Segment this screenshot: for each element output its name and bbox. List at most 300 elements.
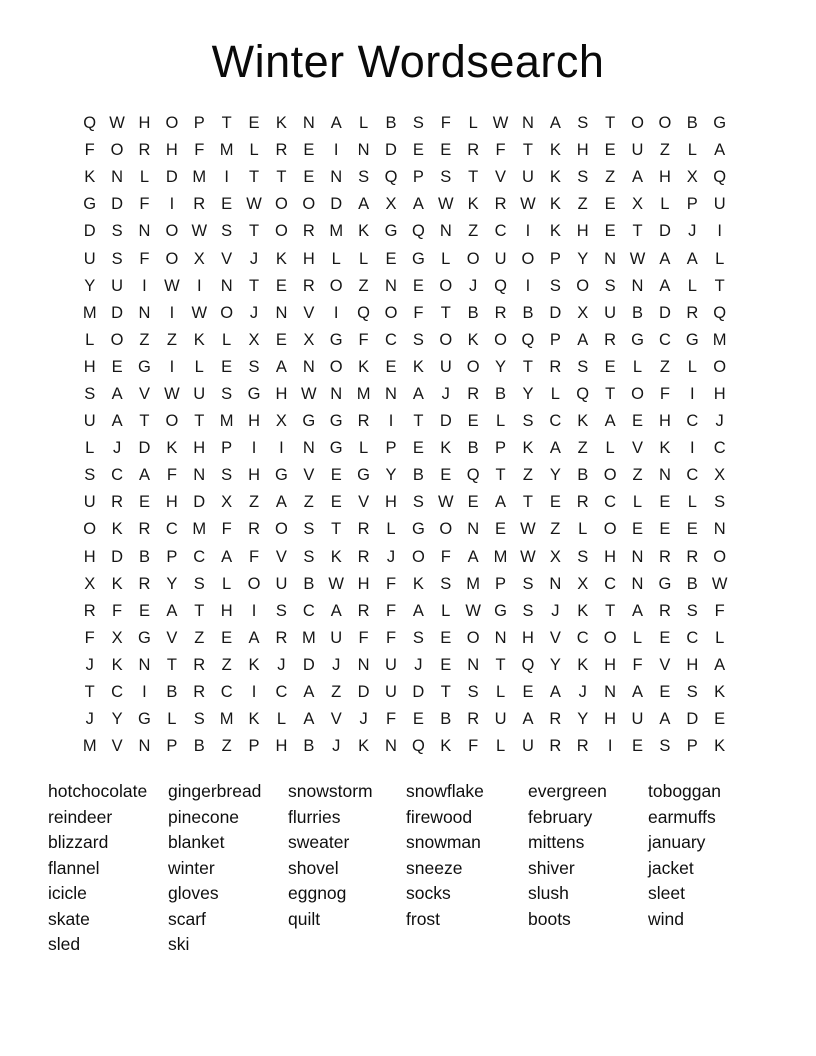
grid-cell: Q: [411, 222, 425, 241]
grid-cell: J: [688, 222, 697, 241]
grid-cell: E: [385, 249, 397, 268]
grid-cell: J: [277, 655, 286, 674]
word-list-item: icicle: [48, 883, 87, 903]
grid-cell: I: [169, 357, 175, 376]
grid-cell: U: [604, 303, 617, 322]
grid-cell: K: [248, 655, 260, 674]
grid-cell: T: [495, 655, 506, 674]
grid-cell: R: [549, 710, 562, 729]
grid-cell: K: [275, 249, 287, 268]
grid-cell: F: [84, 141, 95, 160]
grid-cell: B: [522, 303, 534, 322]
grid-cell: D: [111, 195, 124, 214]
grid-cell: H: [275, 737, 288, 756]
grid-cell: W: [711, 574, 728, 593]
grid-cell: V: [632, 439, 644, 458]
grid-cell: V: [275, 547, 287, 566]
grid-cell: K: [248, 710, 260, 729]
grid-cell: O: [603, 628, 617, 647]
grid-cell: Z: [166, 330, 177, 349]
grid-cell: S: [577, 357, 589, 376]
grid-cell: L: [441, 249, 451, 268]
grid-cell: I: [689, 384, 695, 403]
grid-cell: I: [525, 276, 531, 295]
word-list-item: firewood: [406, 806, 473, 827]
word-list-item: hotchocolate: [48, 781, 148, 801]
grid-cell: S: [522, 601, 534, 620]
grid-cell: L: [167, 710, 177, 729]
grid-cell: S: [303, 520, 315, 539]
grid-cell: G: [631, 330, 644, 349]
grid-cell: B: [303, 737, 315, 756]
grid-cell: O: [329, 276, 343, 295]
grid-cell: D: [686, 710, 699, 729]
grid-cell: U: [385, 683, 397, 702]
grid-cell: X: [632, 195, 644, 214]
word-list-item: boots: [528, 908, 571, 929]
word-list-item: scarf: [168, 908, 206, 929]
grid-cell: N: [302, 114, 315, 133]
grid-cell: Z: [303, 493, 314, 512]
grid-cell: O: [439, 276, 453, 295]
grid-cell: P: [166, 547, 178, 566]
grid-cell: R: [275, 141, 288, 160]
grid-cell: G: [302, 412, 316, 431]
grid-cell: L: [687, 276, 697, 295]
grid-cell: E: [604, 222, 616, 241]
word-list-item: gingerbread: [168, 781, 262, 801]
grid-cell: E: [221, 195, 233, 214]
grid-cell: R: [302, 222, 315, 241]
grid-cell: H: [686, 655, 699, 674]
word-list-item: mittens: [528, 832, 585, 852]
grid-cell: F: [248, 547, 260, 566]
grid-cell: R: [357, 412, 370, 431]
grid-cell: X: [714, 466, 726, 485]
grid-cell: Q: [357, 303, 371, 322]
word-list-item: reindeer: [48, 806, 113, 827]
grid-cell: F: [194, 141, 205, 160]
grid-cell: M: [712, 330, 727, 349]
grid-cell: G: [384, 222, 398, 241]
grid-cell: K: [440, 737, 452, 756]
grid-cell: E: [522, 683, 534, 702]
word-list-column: [528, 779, 648, 958]
grid-cell: N: [467, 655, 480, 674]
grid-cell: V: [303, 303, 315, 322]
grid-cell: S: [303, 547, 315, 566]
grid-cell: A: [549, 683, 561, 702]
grid-cell: E: [412, 710, 424, 729]
grid-cell: N: [439, 222, 452, 241]
grid-cell: O: [439, 520, 453, 539]
grid-cell: X: [275, 412, 287, 431]
grid-cell: Z: [577, 439, 588, 458]
grid-cell: G: [329, 330, 343, 349]
grid-cell: U: [275, 574, 288, 593]
grid-cell: E: [412, 141, 424, 160]
grid-cell: O: [110, 330, 124, 349]
grid-cell: T: [468, 168, 479, 187]
grid-cell: A: [330, 114, 342, 133]
grid-cell: C: [686, 412, 699, 431]
grid-cell: Z: [632, 466, 643, 485]
grid-cell: Z: [221, 737, 232, 756]
grid-cell: I: [196, 276, 202, 295]
grid-cell: B: [385, 114, 397, 133]
grid-cell: H: [576, 141, 589, 160]
grid-cell: R: [275, 628, 288, 647]
grid-cell: O: [247, 574, 261, 593]
grid-cell: Y: [577, 249, 589, 268]
grid-cell: N: [138, 303, 151, 322]
grid-cell: Y: [166, 574, 178, 593]
grid-cell: A: [714, 141, 726, 160]
grid-cell: F: [221, 520, 232, 539]
grid-cell: K: [577, 601, 589, 620]
grid-cell: K: [714, 683, 726, 702]
grid-cell: Z: [659, 357, 670, 376]
grid-cell: B: [440, 710, 452, 729]
grid-cell: I: [717, 222, 722, 241]
grid-cell: N: [138, 222, 151, 241]
grid-cell: N: [631, 276, 644, 295]
grid-cell: Q: [521, 655, 535, 674]
grid-cell: M: [192, 520, 207, 539]
grid-cell: K: [467, 195, 479, 214]
grid-cell: R: [193, 655, 206, 674]
grid-cell: N: [631, 547, 644, 566]
grid-cell: J: [359, 710, 368, 729]
grid-cell: G: [138, 710, 151, 729]
grid-cell: U: [83, 412, 96, 431]
grid-cell: C: [686, 466, 699, 485]
grid-cell: L: [550, 384, 560, 403]
grid-cell: X: [549, 547, 561, 566]
grid-cell: A: [166, 601, 178, 620]
grid-cell: S: [193, 574, 205, 593]
grid-cell: Y: [549, 466, 561, 485]
grid-cell: B: [166, 683, 178, 702]
grid-cell: E: [248, 114, 260, 133]
grid-cell: I: [142, 683, 147, 702]
grid-cell: U: [385, 655, 397, 674]
word-list-item: skate: [48, 908, 90, 929]
grid-cell: S: [440, 168, 452, 187]
grid-cell: Q: [713, 168, 727, 187]
grid-cell: G: [357, 466, 371, 485]
grid-cell: T: [413, 412, 424, 431]
grid-cell: D: [549, 303, 562, 322]
word-list-column: [48, 779, 168, 958]
grid-cell: J: [249, 303, 259, 322]
grid-cell: I: [333, 303, 339, 322]
grid-cell: K: [714, 737, 726, 756]
grid-cell: D: [357, 683, 370, 702]
grid-cell: N: [549, 574, 562, 593]
grid-cell: A: [659, 276, 671, 295]
grid-cell: P: [686, 195, 698, 214]
grid-cell: K: [111, 574, 123, 593]
grid-cell: T: [331, 520, 342, 539]
grid-cell: G: [685, 330, 699, 349]
grid-cell: J: [441, 384, 450, 403]
grid-cell: K: [549, 222, 561, 241]
grid-cell: Z: [358, 276, 369, 295]
grid-cell: S: [522, 574, 534, 593]
grid-cell: G: [247, 384, 261, 403]
grid-cell: U: [631, 141, 644, 160]
grid-cell: U: [631, 710, 644, 729]
grid-cell: Z: [522, 466, 533, 485]
grid-cell: G: [658, 574, 672, 593]
grid-cell: W: [191, 222, 208, 241]
grid-cell: E: [221, 357, 233, 376]
grid-cell: V: [549, 628, 561, 647]
grid-cell: E: [440, 628, 452, 647]
grid-cell: K: [467, 330, 479, 349]
word-list-item: eggnog: [288, 883, 347, 903]
grid-cell: H: [385, 493, 397, 512]
grid-cell: C: [220, 683, 233, 702]
grid-cell: R: [302, 276, 315, 295]
grid-cell: O: [329, 357, 343, 376]
grid-cell: F: [385, 710, 397, 729]
grid-cell: C: [165, 520, 178, 539]
grid-cell: L: [660, 195, 670, 214]
grid-cell: R: [494, 303, 507, 322]
grid-cell: O: [411, 547, 425, 566]
grid-cell: O: [165, 412, 179, 431]
grid-cell: P: [495, 439, 507, 458]
grid-cell: D: [138, 439, 151, 458]
grid-cell: N: [604, 683, 617, 702]
grid-cell: K: [440, 439, 452, 458]
grid-cell: D: [302, 655, 315, 674]
grid-cell: V: [221, 249, 233, 268]
grid-cell: P: [549, 330, 561, 349]
grid-cell: R: [576, 493, 589, 512]
grid-cell: A: [275, 493, 287, 512]
grid-cell: T: [714, 276, 725, 295]
grid-cell: K: [166, 439, 178, 458]
grid-cell: L: [222, 330, 232, 349]
grid-cell: F: [84, 628, 95, 647]
grid-cell: T: [632, 222, 643, 241]
grid-cell: N: [631, 574, 644, 593]
grid-cell: P: [385, 439, 397, 458]
grid-cell: D: [111, 547, 124, 566]
grid-cell: L: [194, 357, 204, 376]
grid-cell: Z: [577, 195, 588, 214]
grid-cell: N: [385, 384, 397, 403]
grid-cell: G: [138, 628, 151, 647]
grid-cell: S: [686, 683, 698, 702]
grid-cell: W: [437, 493, 454, 512]
grid-cell: B: [632, 303, 644, 322]
grid-cell: I: [224, 168, 229, 187]
grid-cell: T: [139, 412, 150, 431]
grid-cell: E: [440, 466, 452, 485]
grid-cell: U: [494, 710, 507, 729]
grid-cell: N: [467, 520, 480, 539]
grid-cell: Z: [605, 168, 616, 187]
grid-cell: L: [359, 249, 369, 268]
grid-cell: E: [412, 439, 424, 458]
grid-cell: L: [139, 168, 150, 187]
grid-cell: H: [275, 384, 288, 403]
grid-cell: A: [632, 601, 644, 620]
word-list-item: frost: [406, 908, 441, 929]
grid-cell: H: [713, 384, 726, 403]
grid-cell: N: [385, 737, 397, 756]
grid-cell: O: [576, 276, 590, 295]
grid-cell: N: [330, 168, 343, 187]
grid-cell: S: [221, 384, 233, 403]
grid-cell: F: [358, 330, 369, 349]
grid-cell: K: [577, 412, 589, 431]
word-list-item: snowman: [406, 832, 481, 852]
grid-cell: Z: [659, 141, 670, 160]
grid-cell: O: [713, 547, 727, 566]
grid-cell: B: [686, 114, 698, 133]
grid-cell: C: [193, 547, 206, 566]
grid-cell: L: [495, 737, 506, 756]
grid-cell: A: [604, 412, 616, 431]
grid-cell: E: [467, 493, 479, 512]
grid-cell: L: [632, 357, 643, 376]
grid-cell: O: [603, 466, 617, 485]
grid-cell: Y: [577, 710, 589, 729]
word-list-item: toboggan: [648, 781, 721, 801]
grid-cell: G: [329, 412, 343, 431]
grid-cell: T: [605, 601, 616, 620]
grid-cell: O: [384, 303, 398, 322]
grid-cell: W: [109, 114, 125, 133]
grid-cell: A: [111, 384, 123, 403]
grid-cell: O: [631, 114, 644, 133]
grid-cell: Q: [576, 384, 590, 403]
grid-cell: K: [412, 574, 424, 593]
word-list-item: blizzard: [48, 832, 109, 852]
grid-cell: G: [411, 520, 425, 539]
grid-cell: R: [357, 547, 370, 566]
grid-cell: T: [522, 493, 533, 512]
grid-cell: O: [110, 141, 124, 160]
wordsearch-grid: [76, 110, 733, 760]
grid-cell: R: [576, 737, 589, 756]
grid-cell: I: [251, 601, 257, 620]
grid-cell: S: [221, 222, 233, 241]
grid-cell: R: [138, 520, 151, 539]
word-list-item: slush: [528, 883, 569, 903]
grid-cell: Y: [385, 466, 397, 485]
grid-cell: N: [385, 276, 397, 295]
grid-cell: J: [469, 276, 478, 295]
grid-cell: O: [165, 222, 179, 241]
word-list-item: shiver: [528, 857, 575, 878]
grid-cell: Z: [248, 493, 260, 512]
grid-cell: F: [166, 466, 177, 485]
grid-cell: P: [166, 737, 178, 756]
grid-cell: C: [658, 330, 671, 349]
grid-cell: A: [522, 710, 534, 729]
grid-cell: W: [164, 384, 180, 403]
grid-cell: T: [248, 168, 260, 187]
grid-cell: T: [221, 114, 232, 133]
word-list-item: flannel: [48, 857, 100, 878]
grid-cell: E: [659, 520, 671, 539]
grid-cell: N: [713, 520, 726, 539]
grid-cell: F: [139, 195, 150, 214]
grid-cell: F: [440, 547, 451, 566]
grid-cell: X: [686, 168, 698, 187]
grid-cell: G: [494, 601, 507, 620]
page-title: Winter Wordsearch: [211, 36, 605, 87]
grid-cell: A: [412, 384, 424, 403]
word-list-item: earmuffs: [648, 806, 716, 827]
grid-cell: A: [111, 412, 123, 431]
grid-cell: S: [412, 628, 424, 647]
word-list: [48, 779, 768, 958]
grid-cell: E: [604, 195, 616, 214]
grid-cell: X: [248, 330, 260, 349]
grid-cell: P: [193, 114, 205, 133]
grid-cell: A: [686, 249, 698, 268]
grid-cell: B: [193, 737, 205, 756]
grid-cell: H: [248, 412, 260, 431]
grid-cell: U: [521, 737, 534, 756]
grid-cell: K: [577, 655, 589, 674]
grid-cell: D: [193, 493, 206, 512]
grid-cell: O: [713, 357, 727, 376]
grid-cell: S: [193, 710, 205, 729]
grid-cell: L: [687, 357, 697, 376]
grid-cell: R: [467, 141, 480, 160]
grid-cell: F: [659, 384, 670, 403]
word-list-item: jacket: [648, 857, 694, 878]
grid-cell: W: [328, 574, 344, 593]
grid-cell: E: [111, 357, 123, 376]
grid-cell: J: [85, 655, 94, 674]
grid-cell: Y: [111, 710, 123, 729]
grid-cell: A: [659, 249, 671, 268]
grid-cell: K: [330, 547, 342, 566]
grid-cell: I: [689, 439, 695, 458]
grid-cell: J: [332, 655, 341, 674]
word-list-item: snowflake: [406, 781, 484, 801]
grid-cell: O: [658, 114, 672, 133]
grid-cell: S: [440, 574, 452, 593]
grid-cell: D: [165, 168, 178, 187]
grid-cell: J: [332, 737, 341, 756]
grid-cell: K: [358, 222, 370, 241]
grid-cell: O: [302, 195, 316, 214]
grid-cell: M: [82, 737, 97, 756]
grid-cell: U: [83, 249, 96, 268]
grid-cell: M: [466, 574, 481, 593]
grid-cell: L: [441, 601, 451, 620]
grid-cell: L: [578, 520, 588, 539]
grid-cell: D: [412, 683, 425, 702]
word-list-column: [406, 779, 528, 958]
grid-cell: E: [495, 520, 507, 539]
grid-cell: M: [219, 710, 234, 729]
grid-cell: L: [331, 249, 341, 268]
grid-cell: A: [549, 439, 561, 458]
word-list-item: sled: [48, 934, 81, 954]
grid-cell: O: [521, 249, 535, 268]
